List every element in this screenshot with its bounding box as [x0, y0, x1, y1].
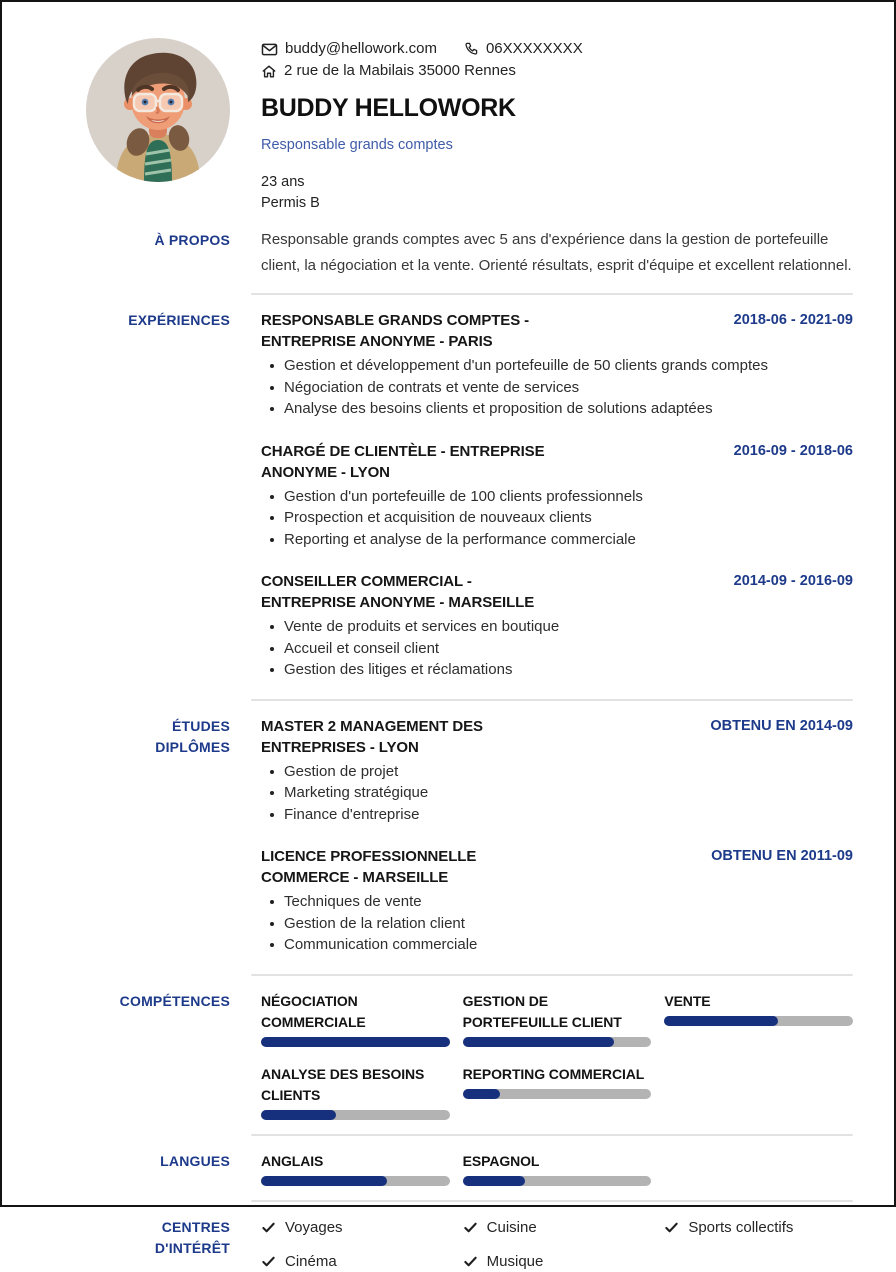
bullet: Gestion des litiges et réclamations	[261, 659, 853, 681]
education-list	[261, 716, 853, 960]
bullet: Gestion de la relation client	[261, 913, 853, 935]
check-icon	[261, 1254, 276, 1269]
section-about	[2, 230, 853, 279]
language-name: ESPAGNOL	[462, 1152, 540, 1169]
experience-title: CHARGÉ DE CLIENTÈLE - ENTREPRISE ANONYME - LYON	[261, 442, 545, 481]
candidate-age: 23 ans	[261, 174, 305, 190]
divider	[251, 293, 853, 295]
section-languages	[2, 1151, 853, 1186]
divider	[251, 974, 853, 976]
contact-email	[261, 38, 437, 60]
header-info	[261, 38, 853, 214]
candidate-job-title: Responsable grands comptes	[261, 137, 453, 153]
education-head	[261, 716, 853, 758]
language-bar-track	[261, 1176, 450, 1186]
skill-bar-track	[463, 1037, 652, 1047]
address-text: 2 rue de la Mabilais 35000 Rennes	[284, 62, 516, 79]
section-interests	[2, 1217, 853, 1272]
skill-bar-track	[664, 1016, 853, 1026]
avatar	[86, 38, 230, 214]
divider	[251, 1134, 853, 1136]
interest-item	[261, 1217, 450, 1238]
language-item	[463, 1151, 652, 1186]
interest-item	[261, 1251, 450, 1272]
education-dates: OBTENU EN 2011-09	[711, 848, 853, 864]
interest-label: Voyages	[285, 1218, 343, 1236]
interest-item	[463, 1251, 652, 1272]
skill-bar-fill	[664, 1016, 777, 1026]
skill-item	[463, 1064, 652, 1099]
interest-item	[664, 1217, 853, 1238]
divider	[251, 699, 853, 701]
candidate-meta	[261, 172, 853, 214]
education-title: LICENCE PROFESSIONNELLE COMMERCE - MARSEILLE	[261, 848, 477, 886]
skill-bar-fill	[463, 1037, 614, 1047]
education-dates: OBTENU EN 2014-09	[710, 717, 853, 734]
skill-name: GESTION DE PORTEFEUILLE CLIENT	[462, 992, 622, 1030]
language-name: ANGLAIS	[261, 1152, 324, 1169]
experience-item	[261, 441, 853, 551]
interests-label	[2, 1217, 230, 1272]
interest-label: Musique	[486, 1252, 544, 1270]
skill-bar-fill	[463, 1089, 501, 1099]
bullet: Accueil et conseil client	[261, 638, 853, 660]
education-item	[261, 846, 853, 956]
bullet: Gestion d'un portefeuille de 100 clients professionnels	[261, 486, 853, 508]
skill-name: ANALYSE DES BESOINS CLIENTS	[261, 1065, 425, 1103]
skill-name: REPORTING COMMERCIAL	[462, 1065, 645, 1082]
bullet: Communication commerciale	[261, 934, 853, 956]
experiences-list	[261, 310, 853, 685]
bullet: Reporting et analyse de la performance commerciale	[261, 529, 853, 551]
experience-item	[261, 310, 853, 420]
check-icon	[463, 1220, 478, 1235]
interest-label: Sports collectifs	[688, 1218, 794, 1236]
email-text: buddy@hellowork.com	[285, 40, 437, 57]
contact-address	[261, 60, 516, 82]
bullet: Prospection et acquisition de nouveaux clients	[261, 507, 853, 529]
contact-row-2	[261, 60, 853, 82]
email-icon	[261, 42, 278, 57]
experience-dates: 2014-09 - 2016-09	[733, 573, 853, 589]
section-experiences	[2, 310, 853, 685]
home-icon	[261, 64, 277, 79]
check-icon	[261, 1220, 276, 1235]
phone-text: 06XXXXXXXX	[485, 40, 583, 57]
divider	[251, 1200, 853, 1202]
skill-item	[664, 991, 853, 1026]
skill-bar-track	[463, 1089, 652, 1099]
about-label: À PROPOS	[154, 232, 230, 248]
education-title: MASTER 2 MANAGEMENT DES ENTREPRISES - LYON	[261, 717, 483, 756]
bullet: Techniques de vente	[261, 891, 853, 913]
experience-head	[261, 571, 853, 613]
skill-name: VENTE	[664, 992, 711, 1009]
bullet: Négociation de contrats et vente de services	[261, 377, 853, 399]
skills-label: COMPÉTENCES	[119, 992, 230, 1009]
skill-item	[261, 1064, 450, 1120]
languages-label: LANGUES	[160, 1152, 230, 1169]
experience-bullets	[261, 355, 853, 420]
contact-row-1	[261, 38, 853, 60]
skills-grid	[261, 991, 853, 1120]
education-label	[2, 716, 230, 960]
bullet: Vente de produits et services en boutique	[261, 616, 853, 638]
experience-dates: 2018-06 - 2021-09	[733, 312, 853, 328]
profile-photo	[86, 38, 230, 182]
skill-name: NÉGOCIATION COMMERCIALE	[261, 992, 366, 1030]
experience-title: CONSEILLER COMMERCIAL - ENTREPRISE ANONYME - MARSEILLE	[261, 573, 535, 611]
experience-bullets	[261, 616, 853, 681]
education-bullets	[261, 761, 853, 826]
experience-head	[261, 310, 853, 352]
section-skills	[2, 991, 853, 1120]
interest-label: Cuisine	[486, 1218, 537, 1236]
interests-label-line2: D'INTÉRÊT	[154, 1239, 230, 1256]
skill-bar-fill	[261, 1110, 336, 1120]
check-icon	[664, 1220, 679, 1235]
languages-grid	[261, 1151, 853, 1186]
education-item	[261, 716, 853, 826]
section-education	[2, 716, 853, 960]
language-item	[261, 1151, 450, 1186]
language-bar-fill	[261, 1176, 387, 1186]
experience-title: RESPONSABLE GRANDS COMPTES - ENTREPRISE ANONYME - PARIS	[261, 312, 530, 350]
experience-item	[261, 571, 853, 681]
experience-head	[261, 441, 853, 483]
experience-dates: 2016-09 - 2018-06	[733, 442, 853, 459]
skill-bar-track	[261, 1110, 450, 1120]
header	[2, 38, 853, 214]
interests-grid	[261, 1217, 853, 1272]
about-text: Responsable grands comptes avec 5 ans d'expérience dans la gestion de portefeuille client, la négociation et la vente. Orienté résultats, esprit d'équipe et excellent relationnel.	[261, 231, 852, 274]
bullet: Finance d'entreprise	[261, 804, 853, 826]
education-head	[261, 846, 853, 888]
bullet: Gestion de projet	[261, 761, 853, 783]
skill-bar-fill	[261, 1037, 450, 1047]
bullet: Marketing stratégique	[261, 782, 853, 804]
candidate-name: BUDDY HELLOWORK	[261, 94, 516, 122]
bullet: Analyse des besoins clients et proposition de solutions adaptées	[261, 398, 853, 420]
education-bullets	[261, 891, 853, 956]
experiences-label: EXPÉRIENCES	[128, 312, 230, 328]
candidate-license: Permis B	[261, 195, 320, 211]
skill-item	[261, 991, 450, 1047]
contact-phone	[463, 38, 583, 60]
interests-label-line1: CENTRES	[161, 1218, 230, 1235]
check-icon	[463, 1254, 478, 1269]
language-bar-track	[463, 1176, 652, 1186]
interest-label: Cinéma	[285, 1252, 337, 1270]
language-bar-fill	[463, 1176, 525, 1186]
skill-item	[463, 991, 652, 1047]
interest-item	[463, 1217, 652, 1238]
skill-bar-track	[261, 1037, 450, 1047]
experience-bullets	[261, 486, 853, 551]
phone-icon	[463, 41, 479, 57]
education-label-line2: DIPLÔMES	[155, 738, 230, 755]
education-label-line1: ÉTUDES	[172, 717, 230, 734]
bullet: Gestion et développement d'un portefeuille de 50 clients grands comptes	[261, 355, 853, 377]
